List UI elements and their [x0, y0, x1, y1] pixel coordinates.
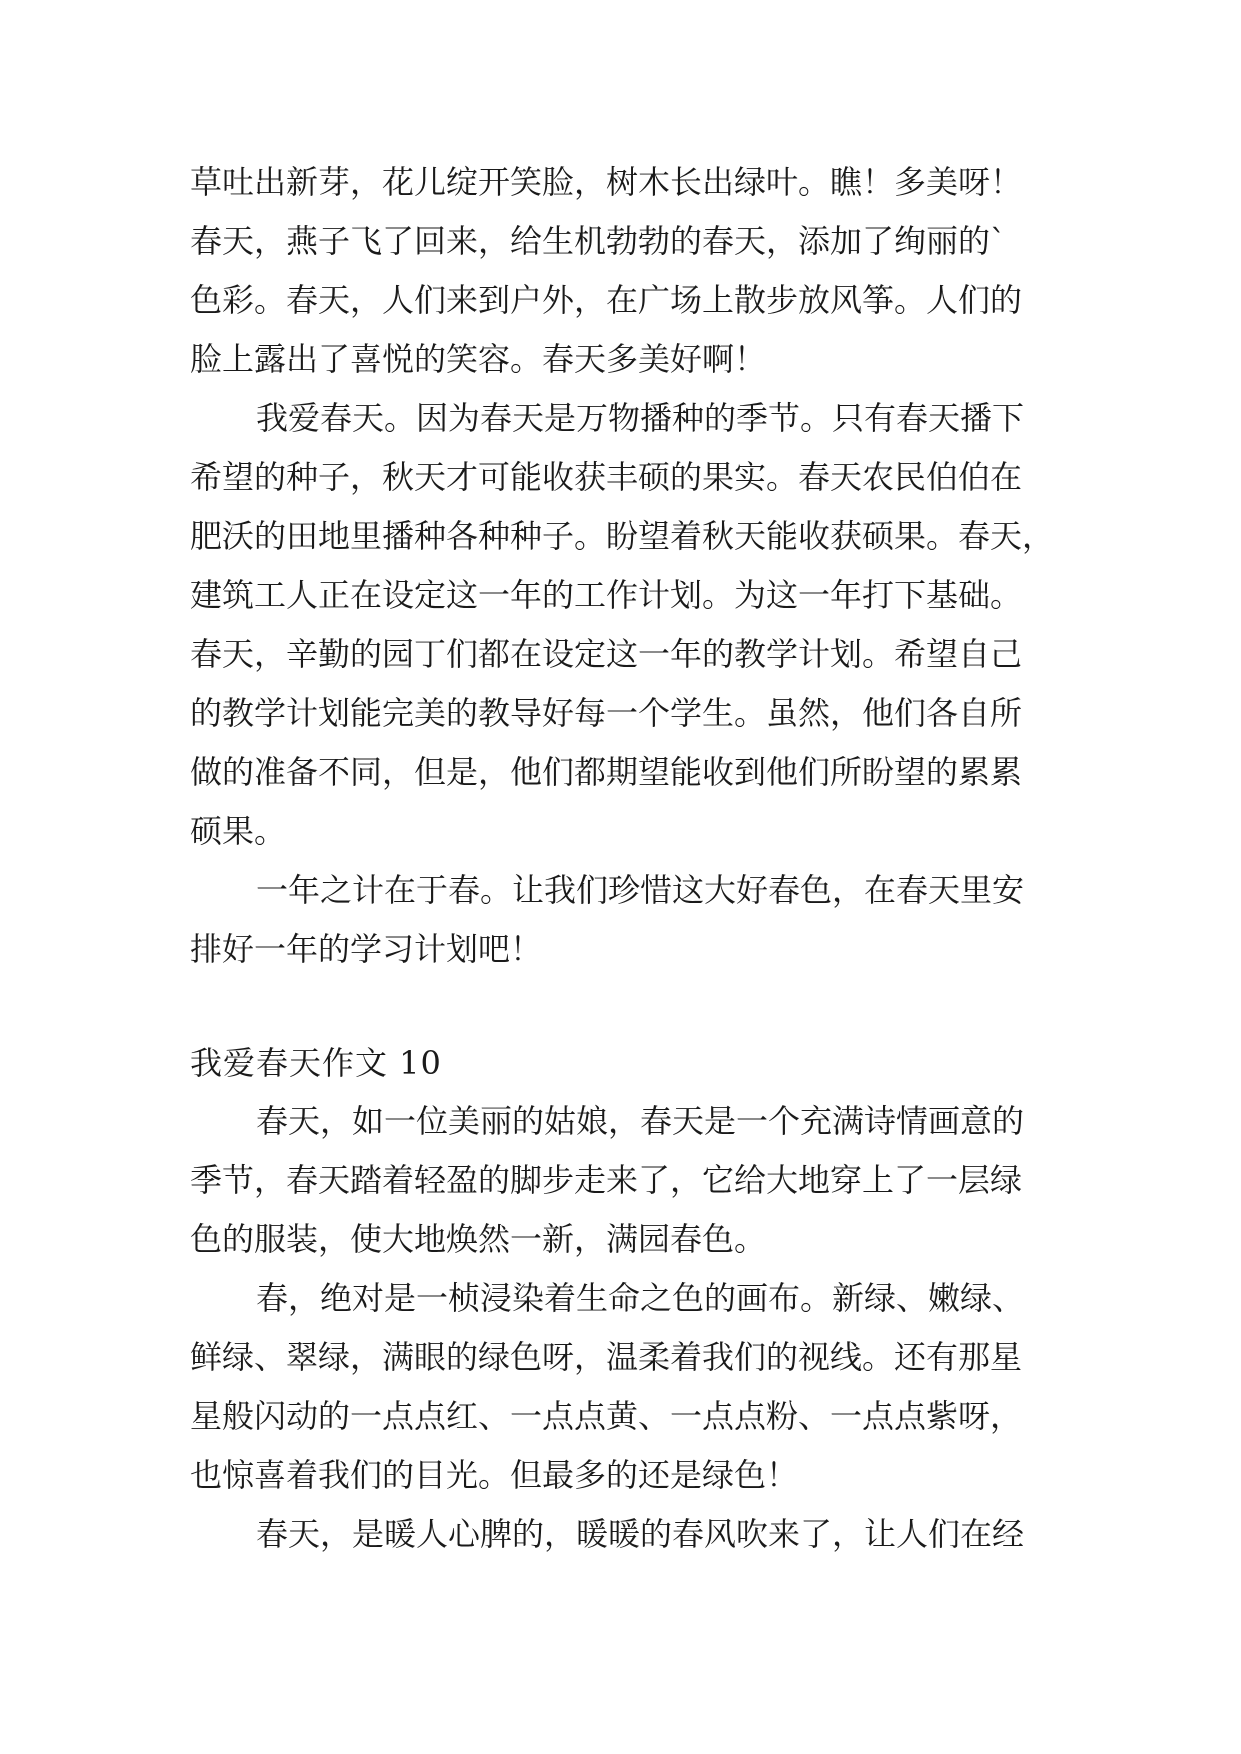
- text-line: 脸上露出了喜悦的笑容。春天多美好啊！: [190, 340, 767, 378]
- text-line: 硕果。: [190, 812, 287, 850]
- text-line: 色的服装，使大地焕然一新，满园春色。: [190, 1220, 767, 1258]
- text-line: 希望的种子，秋天才可能收获丰硕的果实。春天农民伯伯在: [190, 458, 1023, 496]
- text-line: 季节，春天踏着轻盈的脚步走来了，它给大地穿上了一层绿: [190, 1161, 1023, 1199]
- paragraph-first-line: 我爱春天。因为春天是万物播种的季节。只有春天播下: [256, 399, 1025, 437]
- text-line: 春天，辛勤的园丁们都在设定这一年的教学计划。希望自己: [190, 635, 1023, 673]
- text-line: 也惊喜着我们的目光。但最多的还是绿色！: [190, 1456, 799, 1494]
- text-line: 星般闪动的一点点红、一点点黄、一点点粉、一点点紫呀，: [190, 1397, 1023, 1435]
- text-line: 的教学计划能完美的教导好每一个学生。虽然，他们各自所: [190, 694, 1023, 732]
- text-line: 肥沃的田地里播种各种种子。盼望着秋天能收获硕果。春天，: [190, 517, 1055, 555]
- text-line: 色彩。春天，人们来到户外，在广场上散步放风筝。人们的: [190, 281, 1023, 319]
- text-line: 鲜绿、翠绿，满眼的绿色呀，温柔着我们的视线。还有那星: [190, 1338, 1023, 1376]
- text-line: 春天，燕子飞了回来，给生机勃勃的春天，添加了绚丽的`: [190, 222, 1007, 260]
- section-heading: 我爱春天作文 10: [190, 1044, 442, 1082]
- text-line: 建筑工人正在设定这一年的工作计划。为这一年打下基础。: [190, 576, 1023, 614]
- paragraph-first-line: 春，绝对是一桢浸染着生命之色的画布。新绿、嫩绿、: [256, 1279, 1025, 1317]
- text-line: 排好一年的学习计划吧！: [190, 930, 543, 968]
- text-line: 做的准备不同，但是，他们都期望能收到他们所盼望的累累: [190, 753, 1023, 791]
- paragraph-first-line: 一年之计在于春。让我们珍惜这大好春色，在春天里安: [256, 871, 1025, 909]
- paragraph-first-line: 春天，是暖人心脾的，暖暖的春风吹来了，让人们在经: [256, 1515, 1025, 1553]
- paragraph-first-line: 春天，如一位美丽的姑娘，春天是一个充满诗情画意的: [256, 1102, 1025, 1140]
- text-line: 草吐出新芽，花儿绽开笑脸，树木长出绿叶。瞧！多美呀！: [190, 163, 1023, 201]
